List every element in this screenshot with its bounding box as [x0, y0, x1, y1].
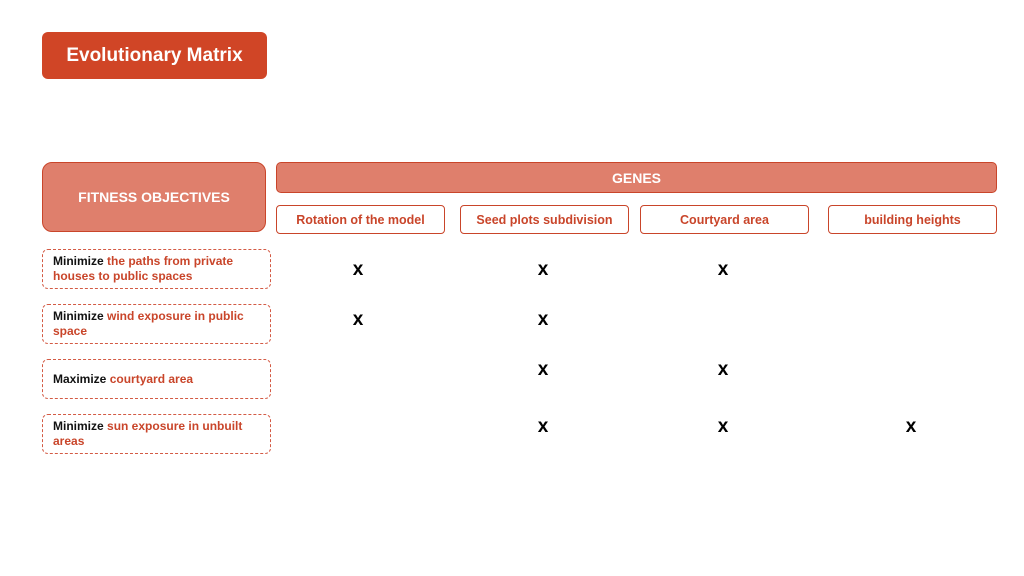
fitness-objectives-header: FITNESS OBJECTIVES — [42, 162, 266, 232]
matrix-mark: x — [717, 415, 729, 437]
genes-header: GENES — [276, 162, 997, 193]
objective-maximize-courtyard-area — [42, 359, 271, 399]
objective-label: Minimize wind exposure in public space — [53, 309, 244, 338]
gene-rotation-of-the-model: Rotation of the model — [276, 205, 445, 234]
matrix-mark: x — [905, 415, 917, 437]
matrix-mark: x — [537, 308, 549, 330]
gene-seed-plots-subdivision: Seed plots subdivision — [460, 205, 629, 234]
objective-label: Minimize sun exposure in unbuilt areas — [53, 419, 243, 448]
page-title: Evolutionary Matrix — [42, 32, 267, 79]
matrix-mark: x — [537, 258, 549, 280]
gene-building-heights: building heights — [828, 205, 997, 234]
matrix-mark: x — [537, 415, 549, 437]
objective-label: Minimize the paths from private houses to public spaces — [53, 254, 234, 283]
objective-label: Maximize courtyard area — [53, 371, 194, 386]
matrix-mark: x — [537, 358, 549, 380]
objective-minimize-paths — [42, 249, 271, 289]
objective-minimize-sun-exposure — [42, 414, 271, 454]
matrix-mark: x — [352, 258, 364, 280]
matrix-mark: x — [352, 308, 364, 330]
matrix-mark: x — [717, 358, 729, 380]
gene-courtyard-area: Courtyard area — [640, 205, 809, 234]
objective-minimize-wind-exposure — [42, 304, 271, 344]
matrix-mark: x — [717, 258, 729, 280]
